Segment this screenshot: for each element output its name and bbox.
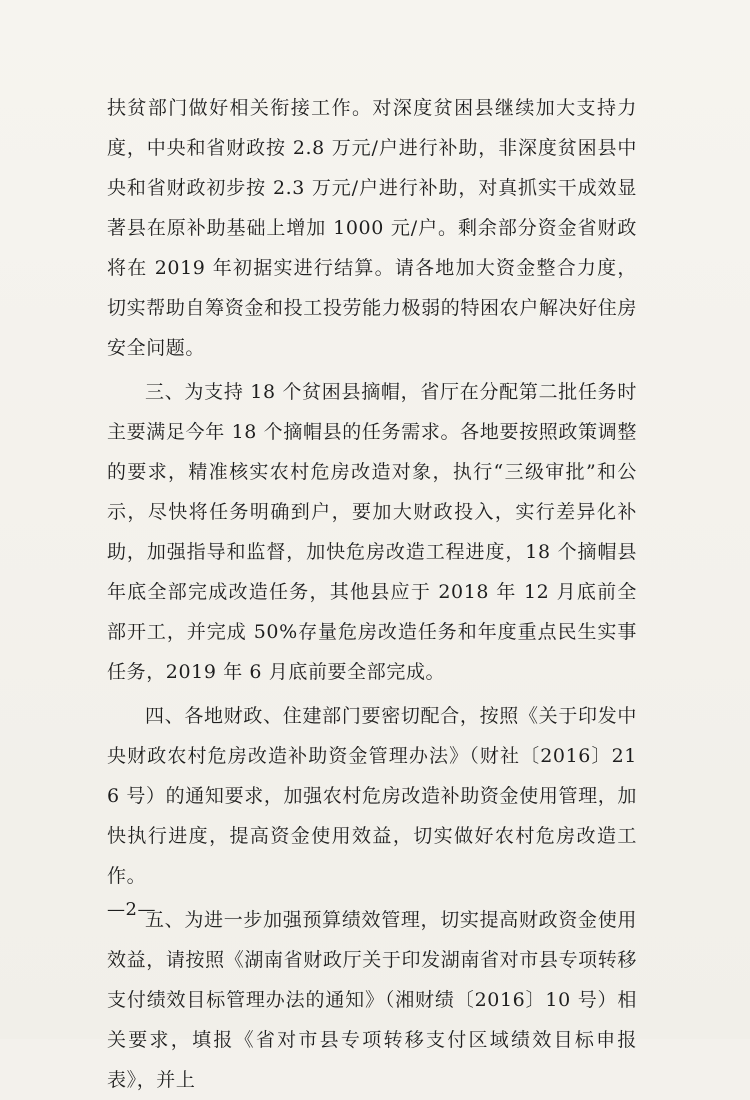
paragraph-continuation: 扶贫部门做好相关衔接工作。对深度贫困县继续加大支持力度，中央和省财政按 2.8 万元/户进行补助，非深度贫困县中央和省财政初步按 2.3 万元/户进行补助，对真抓实干成效显著县在原补助基础上增加 1000 元/户。剩余部分资金省财政将在 2019 年初据实进行结算。请各地加大资金整合力度，切实帮助自筹资金和投工投劳能力极弱的特困农户解决好住房安全问题。 [107,97,637,359]
page-number: —2— [107,899,156,920]
paragraph-section-three: 三、为支持 18 个贫困县摘帽，省厅在分配第二批任务时主要满足今年 18 个摘帽县的任务需求。各地要按照政策调整的要求，精准核实农村危房改造对象，执行“三级审批”和公示，尽快将任务明确到户，要加大财政投入，实行差异化补助，加强指导和监督，加快危房改造工程进度，18 个摘帽县年底全部完成改造任务，其他县应于 2018 年 12 月底前全部开工，并完成 50%存量危房改造任务和年度重点民生实事任务，2019 年 6 月底前要全部完成。 [107,381,637,683]
paragraph-section-four: 四、各地财政、住建部门要密切配合，按照《关于印发中央财政农村危房改造补助资金管理办法》（财社〔2016〕216 号）的通知要求，加强农村危房改造补助资金使用管理，加快执行进度，提高资金使用效益，切实做好农村危房改造工作。 [107,705,637,887]
document-body [107,88,637,1100]
paragraph-section-five: 五、为进一步加强预算绩效管理，切实提高财政资金使用效益，请按照《湖南省财政厅关于印发湖南省对市县专项转移支付绩效目标管理办法的通知》（湘财绩〔2016〕10 号）相关要求，填报《省对市县专项转移支付区域绩效目标申报表》，并上 [107,909,637,1091]
